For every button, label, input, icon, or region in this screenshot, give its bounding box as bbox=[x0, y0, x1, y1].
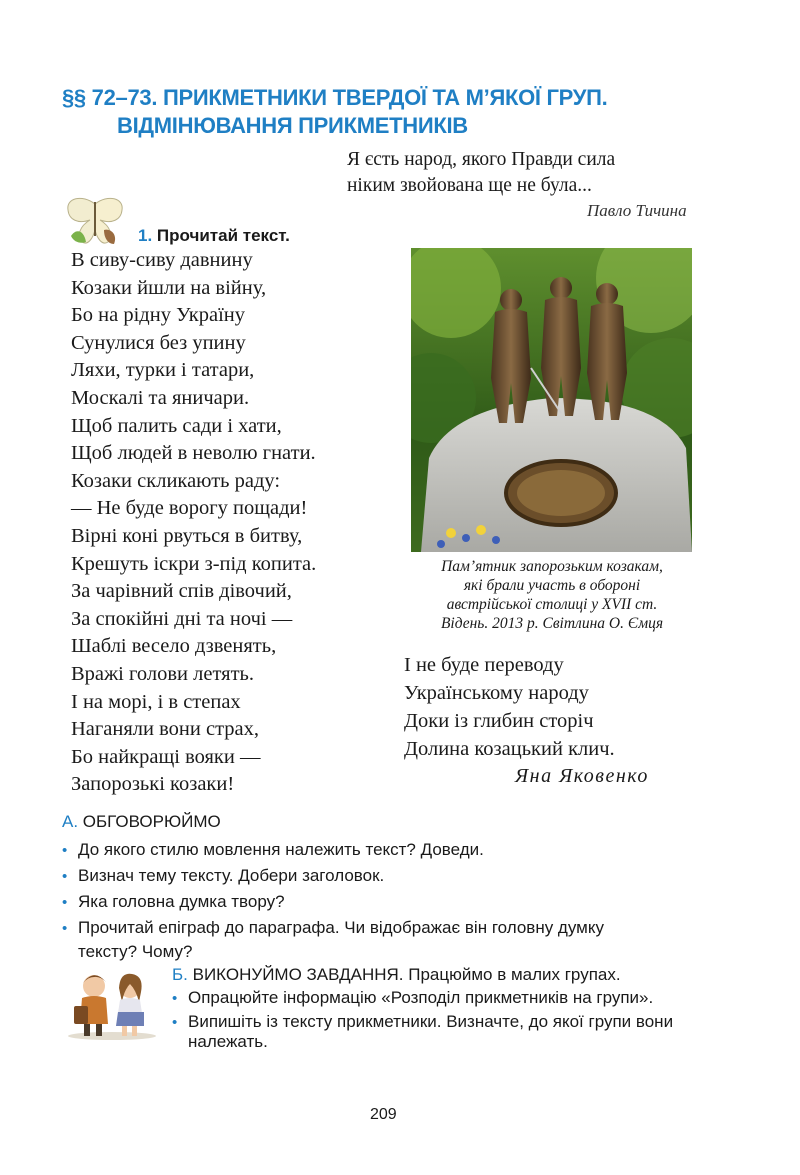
bullet-icon: • bbox=[172, 1014, 178, 1031]
poem-line: Москалі та яничари. bbox=[71, 386, 250, 409]
poem-line: Козаки скликають раду: bbox=[71, 469, 281, 492]
epigraph-line-1: Я єсть народ, якого Правди сила bbox=[347, 149, 616, 170]
list-item: • Опрацюйте інформацію «Розподіл прикметників на групи». bbox=[172, 986, 673, 1010]
poem-line: Наганяли вони страх, bbox=[71, 718, 260, 741]
title-line-2: ВІДМІНЮВАННЯ ПРИКМЕТНИКІВ bbox=[117, 113, 468, 138]
poem-line: Козаки йшли на війну, bbox=[71, 276, 267, 299]
task-1-number: 1. bbox=[138, 226, 153, 245]
poem-line: І на морі, і в степах bbox=[71, 690, 241, 713]
section-b-letter: Б. bbox=[172, 965, 188, 984]
task-1-heading bbox=[138, 226, 290, 246]
section-a-list bbox=[62, 838, 604, 964]
bullet-icon: • bbox=[62, 920, 68, 937]
poem-line: Вірні коні рвуться в битву, bbox=[71, 524, 303, 547]
poem-line: Крешуть іскри з-під копита. bbox=[71, 552, 317, 575]
poem-line: Доки із глибин сторіч bbox=[404, 710, 594, 732]
list-item-continuation: належать. bbox=[188, 1032, 268, 1051]
poem-line: Щоб людей в неволю гнати. bbox=[71, 442, 316, 465]
poem-line: За чарівний спів дівочий, bbox=[71, 580, 292, 603]
poem-left bbox=[71, 247, 316, 799]
photo-caption bbox=[402, 557, 702, 633]
poem-line: Щоб палить сади і хати, bbox=[71, 414, 282, 437]
list-item: • Прочитай епіграф до параграфа. Чи відображає він головну думку bbox=[62, 916, 604, 940]
poem-line: Бо найкращі вояки — bbox=[71, 745, 261, 768]
section-a-letter: А. bbox=[62, 812, 79, 831]
poem-author: Яна Яковенко bbox=[515, 765, 649, 787]
butterfly-icon bbox=[62, 196, 128, 246]
epigraph bbox=[347, 147, 615, 199]
bullet-icon: • bbox=[62, 894, 68, 911]
poem-line: Сунулися без упину bbox=[71, 331, 246, 354]
poem-line: Українському народу bbox=[404, 682, 589, 704]
poem-line: — Не буде ворогу пощади! bbox=[71, 497, 308, 520]
list-item: • До якого стилю мовлення належить текст? Доведи. bbox=[62, 838, 604, 864]
list-item-continuation: тексту? Чому? bbox=[78, 942, 193, 961]
poem-line: Бо на рідну Україну bbox=[71, 304, 245, 327]
section-b-list bbox=[172, 986, 673, 1054]
poem-line: В сиву-сиву давнину bbox=[71, 249, 253, 271]
monument-photo bbox=[411, 248, 692, 552]
epigraph-author: Павло Тичина bbox=[587, 201, 687, 220]
poem-line: Ляхи, турки і татари, bbox=[71, 359, 255, 382]
section-b-title: ВИКОНУЙМО ЗАВДАННЯ. Працюймо в малих групах. bbox=[192, 965, 621, 984]
bullet-icon: • bbox=[172, 990, 178, 1007]
poem-line: І не буде переводу bbox=[404, 654, 564, 676]
students-icon bbox=[64, 968, 160, 1040]
poem-right bbox=[404, 652, 615, 764]
page-number: 209 bbox=[370, 1106, 397, 1123]
list-item: • Визнач тему тексту. Добери заголовок. bbox=[62, 864, 604, 890]
caption-line: Пам’ятник запорозьким козакам, bbox=[441, 558, 663, 575]
bullet-icon: • bbox=[62, 868, 68, 885]
caption-line: австрійської столиці у XVII ст. bbox=[446, 596, 658, 613]
section-a-title: ОБГОВОРЮЙМО bbox=[82, 812, 221, 831]
poem-line: За спокійні дні та ночі — bbox=[71, 607, 293, 630]
poem-line: Вражі голови летять. bbox=[71, 662, 255, 685]
poem-line: Шаблі весело дзвенять, bbox=[71, 635, 277, 658]
page-title bbox=[62, 84, 607, 140]
list-item: • Яка головна думка твору? bbox=[62, 890, 604, 916]
title-line-1: §§ 72–73. ПРИКМЕТНИКИ ТВЕРДОЇ ТА М’ЯКОЇ ГРУП. bbox=[62, 85, 608, 110]
section-a-heading bbox=[62, 810, 221, 834]
list-item: • Випишіть із тексту прикметники. Визначте, до якої групи вони bbox=[172, 1010, 673, 1030]
task-1-label: Прочитай текст. bbox=[156, 226, 290, 245]
epigraph-line-2: ніким звойована ще не була... bbox=[347, 175, 592, 196]
poem-line: Запорозькі козаки! bbox=[71, 773, 235, 796]
caption-line: Відень. 2013 р. Світлина О. Ємця bbox=[440, 615, 664, 632]
poem-line: Долина козацький клич. bbox=[404, 738, 615, 760]
bullet-icon: • bbox=[62, 842, 68, 859]
caption-line: які брали участь в обороні bbox=[463, 577, 641, 594]
section-b-heading bbox=[172, 963, 621, 987]
